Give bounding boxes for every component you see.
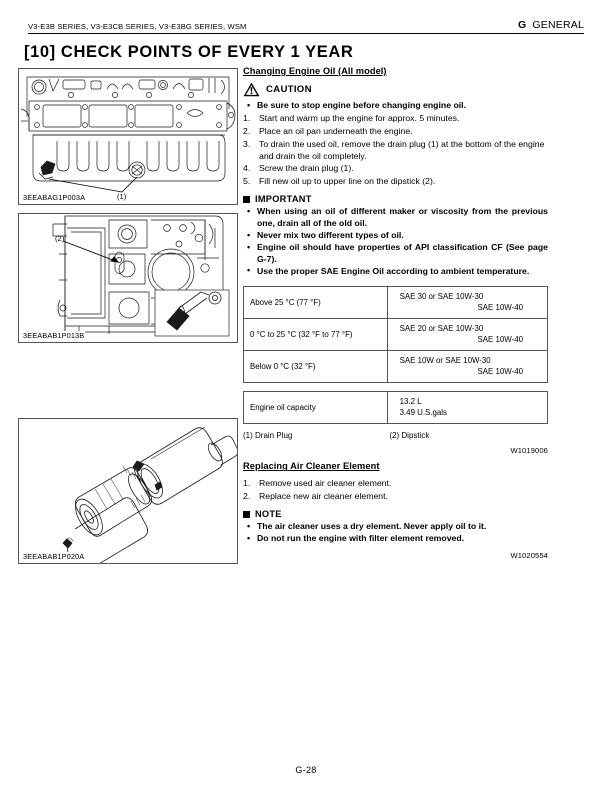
header-section-label: [518, 19, 584, 31]
figure-engine-oil-pan: [18, 68, 238, 205]
capacity-label: Engine oil capacity: [244, 392, 388, 424]
oil-step-number: 1.: [243, 113, 251, 124]
oil-step-text: To drain the used oil, remove the drain plug (1) at the bottom of the engine and drain the oil completely.: [259, 138, 545, 161]
figure-column: [18, 68, 238, 572]
oil-temp-range: Above 25 °C (77 °F): [244, 287, 388, 319]
legend-item-dipstick: (2) Dipstick: [389, 431, 430, 441]
oil-change-steps: [243, 112, 548, 187]
table-row: [244, 351, 548, 383]
air-step-text: Replace new air cleaner element.: [259, 491, 388, 502]
oil-sae-grade: [387, 319, 547, 351]
figure-engine-dipstick: [18, 213, 238, 343]
oil-sae-grade-line2: SAE 10W-40: [477, 366, 523, 376]
oil-sae-grade-line2: SAE 10W-40: [477, 302, 523, 312]
important-item: • When using an oil of different maker or viscosity from the previous one, drain all of the old oil.: [243, 206, 548, 229]
figure3-caption: 3EEABAB1P020A: [23, 552, 85, 561]
important-item: • Engine oil should have properties of API classification CF (See page G-7).: [243, 242, 548, 265]
figure-engine-oil-pan-drawing: [19, 69, 237, 204]
engine-oil-capacity-table: [243, 391, 548, 424]
oil-step: [243, 112, 548, 124]
figure-air-cleaner-drawing: [19, 419, 237, 563]
header-section-letter: G: [518, 19, 527, 31]
oil-step-text: Place an oil pan underneath the engine.: [259, 125, 413, 136]
filled-square-icon: [243, 196, 250, 203]
oil-temp-range: Below 0 °C (32 °F): [244, 351, 388, 383]
important-label: IMPORTANT: [255, 194, 312, 205]
oil-sae-grade: [387, 287, 547, 319]
warning-triangle-icon: [243, 82, 260, 97]
oil-sae-grade-line1: SAE 20 or SAE 10W-30: [399, 324, 484, 334]
figure-legend: [243, 431, 548, 440]
content-column: [243, 66, 548, 560]
section-air-cleaner: [243, 461, 548, 560]
caution-header: [243, 82, 548, 97]
legend-item-drain-plug: (1) Drain Plug: [243, 431, 293, 441]
caution-list: [243, 100, 548, 112]
table-row: [244, 287, 548, 319]
figure2-caption: 3EEABAB1P013B: [23, 331, 85, 340]
figure-air-cleaner: [18, 418, 238, 564]
air-step-number: 2.: [243, 491, 251, 502]
important-header: [243, 194, 548, 204]
air-step-number: 1.: [243, 478, 251, 489]
note-header: [243, 509, 548, 519]
filled-square-icon: [243, 511, 250, 518]
page-title: [10] CHECK POINTS OF EVERY 1 YEAR: [24, 43, 354, 61]
table-row: [244, 392, 548, 424]
important-item: • Use the proper SAE Engine Oil according to ambient temperature.: [243, 266, 548, 278]
capacity-value: [387, 392, 547, 424]
oil-step: [243, 138, 548, 162]
table-row: [244, 319, 548, 351]
section-title-changing-engine-oil: Changing Engine Oil (All model): [243, 66, 387, 76]
oil-step-text: Start and warm up the engine for approx. 5 minutes.: [259, 113, 460, 124]
oil-step-text: Screw the drain plug (1).: [259, 163, 354, 174]
reference-number-oil: W1019006: [510, 446, 548, 456]
oil-step-number: 2.: [243, 125, 251, 136]
page-footer: G-28: [295, 765, 317, 775]
important-item: • Never mix two different types of oil.: [243, 230, 548, 242]
oil-step: [243, 175, 548, 187]
oil-sae-grade-line1: SAE 30 or SAE 10W-30: [399, 292, 484, 302]
oil-step: [243, 125, 548, 137]
page-header: [28, 19, 584, 34]
sae-oil-grade-table: [243, 286, 548, 383]
note-item: • The air cleaner uses a dry element. Never apply oil to it.: [243, 521, 548, 533]
oil-sae-grade-line2: SAE 10W-40: [477, 334, 523, 344]
air-cleaner-steps: [243, 477, 548, 502]
section-title-air-cleaner: Replacing Air Cleaner Element: [243, 461, 380, 472]
oil-sae-grade-line1: SAE 10W or SAE 10W-30: [399, 356, 491, 366]
capacity-value-litres: 13.2 L: [399, 397, 422, 407]
header-series-text: V3-E3B SERIES, V3-E3CB SERIES, V3-E3BG SERIES, WSM: [28, 22, 247, 31]
figure-engine-dipstick-drawing: [19, 214, 237, 342]
capacity-value-gallons: 3.49 U.S.gals: [399, 407, 447, 417]
note-item: • Do not run the engine with filter element removed.: [243, 533, 548, 545]
oil-sae-grade: [387, 351, 547, 383]
oil-temp-range: 0 °C to 25 °C (32 °F to 77 °F): [244, 319, 388, 351]
figure1-caption: 3EEABAG1P003A: [23, 193, 86, 202]
header-section-word: GENERAL: [532, 19, 584, 31]
reference-number-air: W1020554: [510, 550, 548, 560]
important-list: [243, 206, 548, 277]
figure1-callout-1: (1): [117, 192, 127, 201]
oil-step-number: 4.: [243, 163, 251, 174]
oil-step-text: Fill new oil up to upper line on the dipstick (2).: [259, 176, 436, 187]
note-list: [243, 521, 548, 545]
figure2-callout-2: (2): [55, 234, 65, 243]
caution-item: • Be sure to stop engine before changing engine oil.: [243, 100, 548, 112]
figure-column-spacer: [18, 351, 238, 418]
air-step: [243, 477, 548, 489]
air-step: [243, 490, 548, 502]
caution-label: CAUTION: [266, 84, 312, 95]
oil-step-number: 5.: [243, 176, 251, 187]
oil-step-number: 3.: [243, 138, 251, 149]
air-step-text: Remove used air cleaner element.: [259, 478, 392, 489]
oil-step: [243, 162, 548, 174]
note-label: NOTE: [255, 509, 282, 520]
